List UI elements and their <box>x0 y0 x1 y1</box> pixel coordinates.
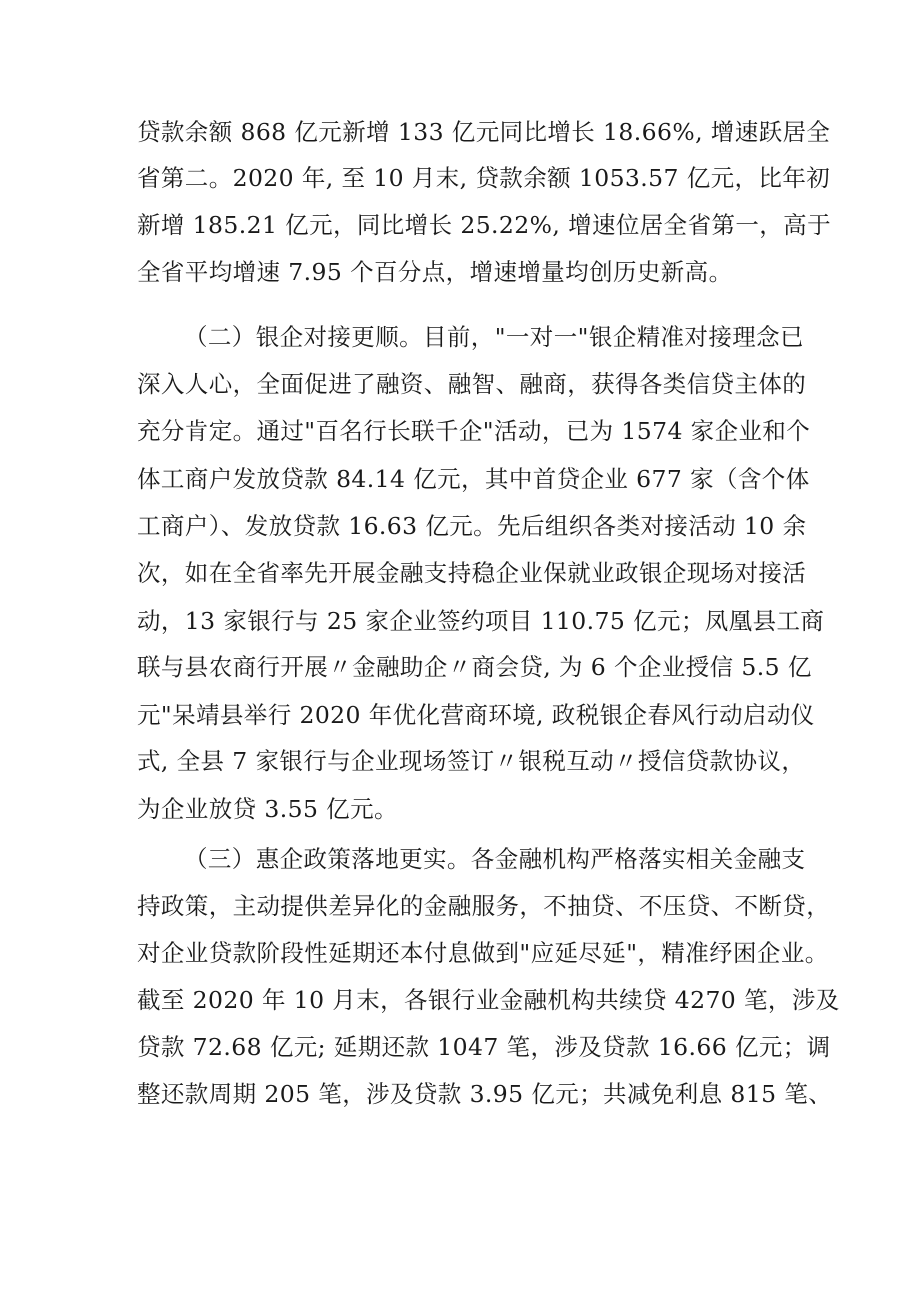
text-line: 贷款余额 868 亿元新增 133 亿元同比增长 18.66%, 增速跃居全 <box>137 118 831 146</box>
text-line: 新增 185.21 亿元，同比增长 25.22%, 增速位居全省第一，高于 <box>137 211 831 239</box>
text-line: 为企业放贷 3.55 亿元。 <box>137 795 398 823</box>
paragraph-heading-line: （二）银企对接更顺。目前，"一对一"银企精准对接理念已 <box>184 323 804 351</box>
text-line: 持政策，主动提供差异化的金融服务，不抽贷、不压贷、不断贷， <box>137 892 831 920</box>
text-line: 整还款周期 205 笔，涉及贷款 3.95 亿元；共减免利息 815 笔、 <box>137 1080 833 1108</box>
text-line: 省第二。2020 年, 至 10 月末, 贷款余额 1053.57 亿元，比年初 <box>137 164 831 192</box>
text-line: 联与县农商行开展〃金融助企〃商会贷, 为 6 个企业授信 5.5 亿 <box>137 653 812 681</box>
text-line: 体工商户发放贷款 84.14 亿元，其中首贷企业 677 家（含个体 <box>137 465 810 493</box>
text-line: 式, 全县 7 家银行与企业现场签订〃银税互动〃授信贷款协议， <box>137 747 806 775</box>
text-line: 深入人心，全面促进了融资、融智、融商，获得各类信贷主体的 <box>137 370 807 398</box>
text-line: 截至 2020 年 10 月末，各银行业金融机构共续贷 4270 笔，涉及 <box>137 986 840 1014</box>
text-line: 全省平均增速 7.95 个百分点，增速增量均创历史新高。 <box>137 258 733 286</box>
text-line: 元"呆靖县举行 2020 年优化营商环境, 政税银企春风行动启动仪 <box>137 701 815 729</box>
paragraph-heading-line: （三）惠企政策落地更实。各金融机构严格落实相关金融支 <box>184 845 806 873</box>
text-line: 动，13 家银行与 25 家企业签约项目 110.75 亿元；凤凰县工商 <box>137 607 825 635</box>
text-line: 贷款 72.68 亿元; 延期还款 1047 笔，涉及贷款 16.66 亿元；调 <box>137 1033 831 1061</box>
text-line: 充分肯定。通过"百名行长联千企"活动，已为 1574 家企业和个 <box>137 417 811 445</box>
text-line: 工商户）、发放贷款 16.63 亿元。先后组织各类对接活动 10 余 <box>137 512 807 540</box>
text-line: 对企业贷款阶段性延期还本付息做到"应延尽延"，精准纾困企业。 <box>137 939 829 967</box>
text-line: 次，如在全省率先开展金融支持稳企业保就业政银企现场对接活 <box>137 559 807 587</box>
